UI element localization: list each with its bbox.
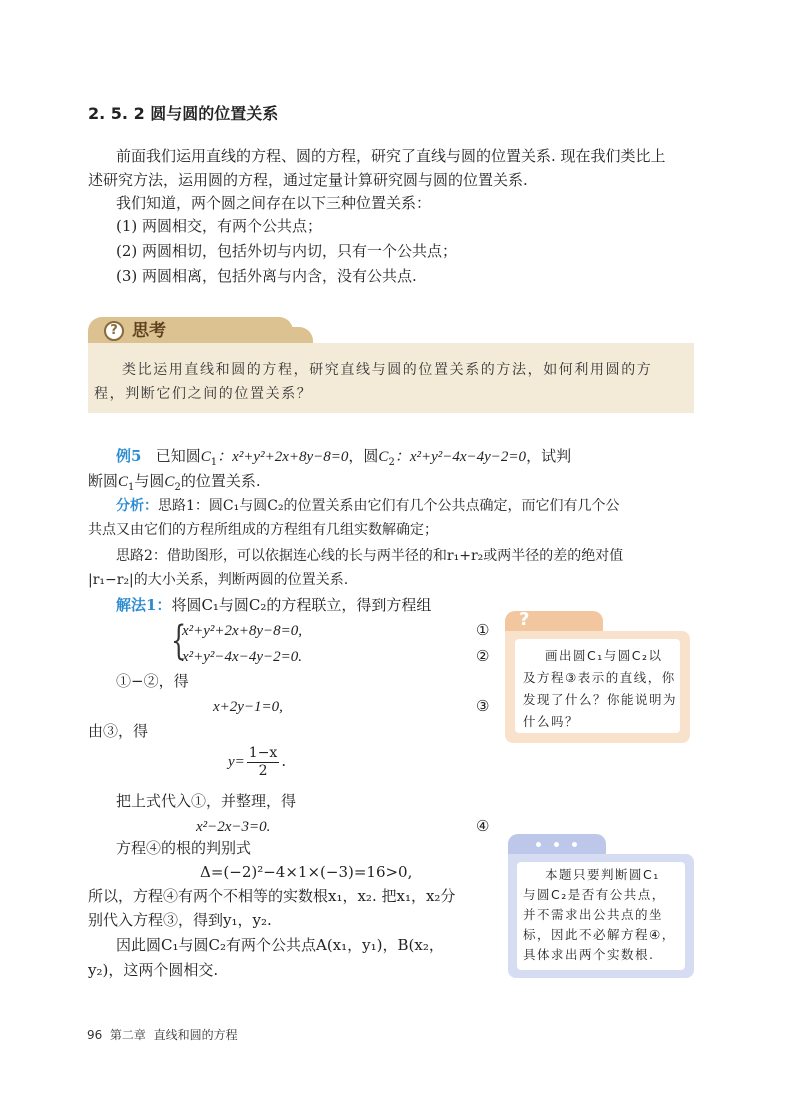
equation-number-2: ② <box>476 647 490 665</box>
from-eq3-text: 由③，得 <box>88 722 149 740</box>
side-note-2-line-1: 本题只要判断圆C₁ <box>545 867 660 882</box>
equation-4: x²−2x−3=0. <box>196 819 271 835</box>
analysis-label: 分析： <box>116 498 158 514</box>
subtract-text: ①−②，得 <box>116 672 189 690</box>
equation-number-3: ③ <box>476 697 490 715</box>
relation-item-3: (3) 两圆相离，包括外离与内含，没有公共点. <box>116 267 417 285</box>
section-title: 2. 5. 2 圆与圆的位置关系 <box>88 104 279 123</box>
side-note-1-line-3: 发现了什么？你能说明为 <box>523 692 678 707</box>
side-note-1-line-2: 及方程③表示的直线，你 <box>523 670 676 685</box>
conclusion-line-2: y₂)，这两个圆相交. <box>88 961 219 979</box>
example-label: 例5 <box>116 447 142 465</box>
analysis-line-1: 分析：思路1：圆C₁与圆C₂的位置关系由它们有几个公共点确定，而它们有几个公 <box>116 498 620 514</box>
dot-icon <box>536 842 541 847</box>
side-note-1-frame <box>505 631 690 743</box>
chapter-number: 第二章 <box>109 1028 146 1042</box>
side-note-2-frame <box>508 854 694 978</box>
side-note-1 <box>505 611 690 743</box>
side-note-1-line-4: 什么吗？ <box>523 714 580 729</box>
question-icon: ? <box>104 321 124 341</box>
side-note-1-inner <box>515 639 680 733</box>
chapter-title: 直线和圆的方程 <box>153 1028 238 1042</box>
equation-3: x+2y−1=0, <box>213 699 283 715</box>
think-line-2: 程，判断它们之间的位置关系？ <box>94 386 313 402</box>
page-number: 96 <box>87 1028 103 1042</box>
relation-item-1: (1) 两圆相交，有两个公共点； <box>116 217 323 235</box>
equation-number-4: ④ <box>476 817 490 835</box>
think-label: 思考 <box>132 321 166 341</box>
side-note-2-inner <box>517 862 685 970</box>
think-line-1: 类比运用直线和圆的方程，研究直线与圆的位置关系的方法，如何利用圆的方 <box>122 362 653 378</box>
relation-item-2: (2) 两圆相切，包括外切与内切，只有一个公共点； <box>116 242 458 260</box>
fraction: $\frac{1-x}{2}$ <box>248 744 278 779</box>
think-box <box>88 317 694 413</box>
idea2-line-2: |r₁−r₂|的大小关系，判断两圆的位置关系. <box>88 572 349 588</box>
side-note-2-line-3: 并不需求出公共点的坐 <box>523 907 664 922</box>
y-expression: y= $\frac{1-x}{2}$ . <box>228 744 287 779</box>
solution-line-1: 解法1：将圆C₁与圆C₂的方程联立，得到方程组 <box>116 596 432 614</box>
side-note-2-line-2: 与圆C₂是否有公共点， <box>523 887 666 902</box>
dot-icon <box>572 842 577 847</box>
equation-1: x²+y²+2x+8y−8=0, <box>182 623 302 639</box>
page-footer <box>87 1026 238 1043</box>
analysis-line-2: 共点又由它们的方程所组成的方程组有几组实数解确定； <box>88 522 438 538</box>
example-stem-line-2: 断圆$C_1$与圆$C_2$的位置关系. <box>88 472 261 493</box>
intro-line-3: 我们知道，两个圆之间存在以下三种位置关系： <box>116 194 432 212</box>
side-note-1-line-1: 画出圆C₁与圆C₂以 <box>545 648 663 663</box>
side-note-2-line-5: 具体求出两个实数根. <box>523 947 655 962</box>
intro-line-2: 述研究方法，运用圆的方程，通过定量计算研究圆与圆的位置关系. <box>88 171 528 189</box>
conclusion-line-1: 因此圆C₁与圆C₂有两个公共点A(x₁，y₁)，B(x₂， <box>116 936 444 954</box>
question-mark-icon: ? <box>519 609 530 630</box>
circle-c1-equation: ：x²+y²+2x+8y−8=0 <box>217 449 349 465</box>
so-line-1: 所以，方程④有两个不相等的实数根x₁，x₂. 把x₁，x₂分 <box>88 887 456 905</box>
circle-c2-equation: ：x²+y²−4x−4y−2=0 <box>394 449 527 465</box>
so-line-2: 别代入方程③，得到y₁，y₂. <box>88 911 272 929</box>
idea2-line-1: 思路2：借助图形，可以依据连心线的长与两半径的和r₁+r₂或两半径的差的绝对值 <box>116 548 624 564</box>
system-brace: { <box>171 618 187 664</box>
intro-line-1: 前面我们运用直线的方程、圆的方程，研究了直线与圆的位置关系. 现在我们类比上 <box>116 147 666 165</box>
discriminant-text: 方程④的根的判别式 <box>116 839 252 857</box>
solution-label: 解法1： <box>116 596 172 614</box>
side-note-2 <box>508 834 694 978</box>
side-note-2-line-4: 标，因此不必解方程④， <box>523 927 676 942</box>
example-stem-line-1: 例5 已知圆$C_1$：x²+y²+2x+8y−8=0，圆$C_2$：x²+y²−4x−4y−2=0，试判 <box>116 447 572 468</box>
dot-icon <box>554 842 559 847</box>
discriminant-equation: Δ=(−2)²−4×1×(−3)=16>0, <box>200 863 413 881</box>
equation-number-1: ① <box>476 621 490 639</box>
substitute-text: 把上式代入①，并整理，得 <box>116 792 297 810</box>
equation-2: x²+y²−4x−4y−2=0. <box>182 649 302 665</box>
